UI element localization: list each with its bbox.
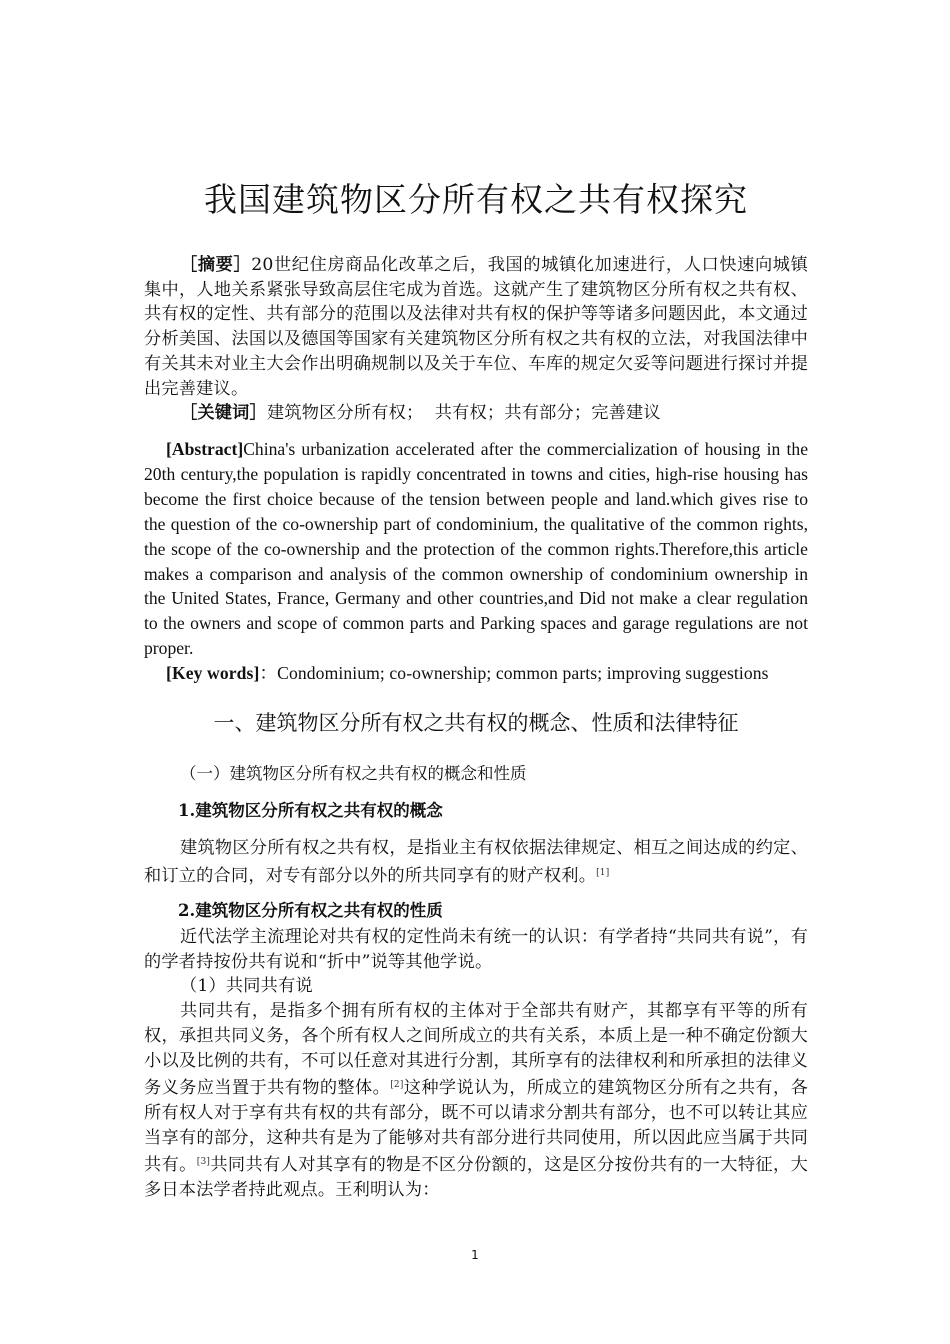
item1-paragraph — [144, 836, 808, 888]
section-heading: 一、建筑物区分所有权之共有权的概念、性质和法律特征 — [213, 711, 739, 735]
para-a-text: 共同共有，是指多个拥有所有权的主体对于全部共有财产，其都享有平等的所有权，承担共同义务，各个所有权人之间所成立的共有关系，本质上是一种不确定份额大小以及比例的共有，不可以任意对其进行分割，其所享有的法律权利和所承担的法律义务义务应当置于共有物的整体。 — [144, 1001, 808, 1099]
keywords-cn-text: 建筑物区分所有权； 共有权；共有部分；完善建议 — [266, 403, 661, 424]
abstract-cn-paragraph — [144, 253, 808, 401]
abstract-en-paragraph — [144, 437, 808, 661]
item2-body — [144, 925, 808, 1203]
para-c-text: 共同共有人对其享有的物是不区分份额的，这是区分按份共有的一大特征，大多日本法学者持此观点。王利明认为： — [144, 1155, 808, 1201]
item2-intro: 近代法学主流理论对共有权的定性尚未有统一的认识：有学者持“共同共有说”，有的学者持按份共有说和“折中”说等其他学说。 — [144, 927, 808, 972]
abstract-en-text: China's urbanization accelerated after the commercialization of housing in the 20th century,the population is rapidly concentrated in towns and cities, high-rise housing has become the first choice because of the tension between people and land.which gives rise to the question of the co-ownership part of condominium, the qualitative of the common rights, the scope of the co-ownership and the protection of the common rights.Therefore,this article makes a comparison and analysis of the common ownership of condominium ownership in the United States, France, Germany and other countries,and Did not make a clear regulation to the owners and scope of common parts and Parking spaces and garage regulations are not proper. — [144, 439, 808, 659]
footnote-ref-3[interactable]: [3] — [196, 1157, 211, 1168]
common-co-ownership-paragraph — [144, 999, 808, 1203]
item2-heading: 2.建筑物区分所有权之共有权的性质 — [178, 901, 443, 920]
keywords-cn-paragraph — [144, 401, 808, 426]
abstract-en-label: [Abstract] — [166, 439, 244, 459]
footnote-ref-1[interactable]: [1] — [596, 867, 610, 878]
footnote-ref-2[interactable]: [2] — [390, 1080, 404, 1091]
keywords-en-label: [Key words] — [166, 663, 260, 684]
keywords-en-text: ：Condominium; co-ownership; common parts; improving suggestions — [259, 663, 769, 684]
page-number: 1 — [471, 1248, 479, 1262]
keywords-en-paragraph — [144, 661, 808, 686]
item1-heading: 1.建筑物区分所有权之共有权的概念 — [178, 801, 443, 820]
item1-text: 建筑物区分所有权之共有权，是指业主有权依据法律规定、相互之间达成的约定、和订立的合同，对专有部分以外的所共同享有的财产权利。 — [144, 838, 808, 886]
keywords-cn-label: ［关键词］ — [180, 403, 267, 424]
common-co-ownership-heading: （1）共同共有说 — [180, 976, 313, 997]
subsection-heading: （一）建筑物区分所有权之共有权的概念和性质 — [180, 764, 527, 783]
abstract-cn — [144, 253, 808, 426]
abstract-cn-text: 20世纪住房商品化改革之后，我国的城镇化加速进行，人口快速向城镇集中，人地关系紧张导致高层住宅成为首选。这就产生了建筑物区分所有权之共有权、共有权的定性、共有部分的范围以及法律对共有权的保护等等诸多问题因此，本文通过分析美国、法国以及德国等国家有关建筑物区分所有权之共有权的立法，对我国法律中有关其未对业主大会作出明确规制以及关于车位、车库的规定欠妥等问题进行探讨并提出完善建议。 — [144, 255, 808, 399]
document-title: 我国建筑物区分所有权之共有权探究 — [204, 180, 748, 219]
abstract-cn-label: ［摘要］ — [180, 255, 252, 275]
abstract-en — [144, 437, 808, 686]
para-b-text: 这种学说认为，所成立的建筑物区分所有之共有，各所有权人对于享有共有权的共有部分，既不可以请求分割共有部分，也不可以转让其应当享有的部分，这种共有是为了能够对共有部分进行共同使用，所以因此应当属于共同共有。 — [144, 1078, 808, 1176]
item1-body — [144, 836, 808, 888]
